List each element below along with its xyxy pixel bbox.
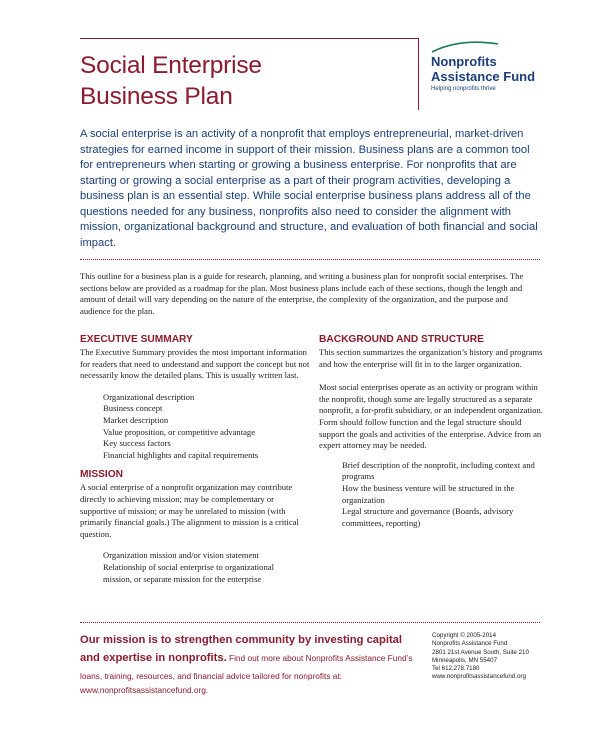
list-item: Legal structure and governance (Boards, advisory committees, reporting)	[342, 506, 514, 528]
background-text-2: Most social enterprises operate as an activity or program within the nonprofit, though some are legally structured as a separate nonprofit, a for-profit subsidiary, or an independent organization. Form should follow function and the legal structure should support the goals and activities of the enterprise. Advice from an expert attorney may be needed.	[319, 382, 543, 451]
list-item: Financial highlights and capital requirements	[103, 449, 259, 460]
executive-summary-heading: EXECUTIVE SUMMARY	[80, 334, 193, 345]
city-line: Minneapolis, MN 55407	[432, 656, 498, 664]
logo-name-line-2: Assistance Fund	[431, 69, 536, 84]
list-item: Value proposition, or competitive advantage	[103, 426, 256, 437]
logo-arc-icon	[430, 40, 500, 54]
executive-summary-list	[80, 392, 310, 462]
logo-name	[431, 54, 535, 84]
outline-paragraph: This outline for a business plan is a guide for research, planning, and writing a business plan for nonprofit social enterprises. The sections below are provided as a roadmap for the plan. Most business plans include each of these sections, though the length and amount of detail will vary depending on the nature of the enterprise, the complexity of the organization, and the purpose and audience for the plan.	[80, 271, 524, 316]
header-top-rule	[80, 38, 418, 39]
list-item: How the business venture will be structured in the organization	[342, 482, 515, 505]
right-column	[319, 334, 545, 529]
footer-contact	[432, 632, 562, 682]
left-column	[80, 334, 310, 585]
address-line: 2801 21st Avenue South, Suite 210	[432, 648, 529, 656]
list-item: Key success factors	[103, 438, 171, 449]
contact-website-link[interactable]: www.nonprofitsassistancefund.org	[432, 673, 526, 681]
mission-list	[80, 550, 310, 585]
background-text-1: This section summarizes the organization’s history and programs and how the enterprise will fit in to the larger organization.	[319, 347, 543, 369]
list-item: Relationship of social enterprise to organizational mission, or separate mission for the enterprise	[103, 561, 274, 584]
list-item: Organization mission and/or vision statement	[103, 550, 259, 561]
divider-bottom	[80, 622, 540, 623]
divider-top	[80, 259, 540, 260]
executive-summary-text: The Executive Summary provides the most important information for readers that need to understand and support the concept but not necessarily know the detailed plans. This is usually written last.	[80, 347, 310, 381]
list-item: Business concept	[103, 403, 163, 414]
list-item: Brief description of the nonprofit, including context and programs	[342, 459, 535, 482]
find-more-text: Find out more about Nonprofits Assistance Fund’s loans, training, resources, and financial advice tailored for nonprofits at:	[80, 653, 413, 681]
nonprofits-assistance-fund-logo	[428, 40, 558, 100]
title-line-1: Social Enterprise	[80, 52, 262, 79]
background-list	[319, 460, 545, 530]
list-item: Market description	[103, 414, 169, 425]
footer-mission	[80, 630, 420, 697]
list-item: Organizational description	[103, 391, 195, 402]
copyright: Copyright © 2005-2014	[432, 632, 497, 639]
mission-text: A social enterprise of a nonprofit organization may contribute directly to achieving mission; may be complementary or supportive of mission; or may be unrelated to mission (with primarily financial goals.) The alignment to mission is a critical question.	[80, 482, 299, 539]
mission-statement: Our mission is to strengthen community by investing capital and expertise in nonprofits.	[80, 634, 403, 664]
intro-paragraph: A social enterprise is an activity of a nonprofit that employs entrepreneurial, market-driven strategies for earned income in support of their mission. Business plans are a common tool for entrepreneurs when starting or growing a business enterprise. For nonprofits that are starting or growing a social enterprise as a part of their program activities, developing a business plan is an essential step. While social enterprise business plans address all of the questions needed for any business, nonprofits also need to consider the alignment with mission, organizational background and structure, and evaluation of both financial and social impact.	[80, 128, 538, 249]
logo-name-line-1: Nonprofits	[431, 54, 497, 69]
mission-heading: MISSION	[80, 469, 124, 481]
title-line-2: Business Plan	[80, 83, 233, 110]
page-title	[80, 50, 262, 112]
background-structure-heading: BACKGROUND AND STRUCTURE	[319, 334, 484, 345]
logo-tagline: Helping nonprofits thrive	[431, 86, 496, 92]
website-link[interactable]: www.nonprofitsassistancefund.org.	[80, 685, 209, 695]
header-vertical-rule	[418, 38, 419, 110]
phone: Tel 612.278.7180	[432, 665, 480, 673]
org-name: Nonprofits Assistance Fund	[432, 640, 508, 648]
